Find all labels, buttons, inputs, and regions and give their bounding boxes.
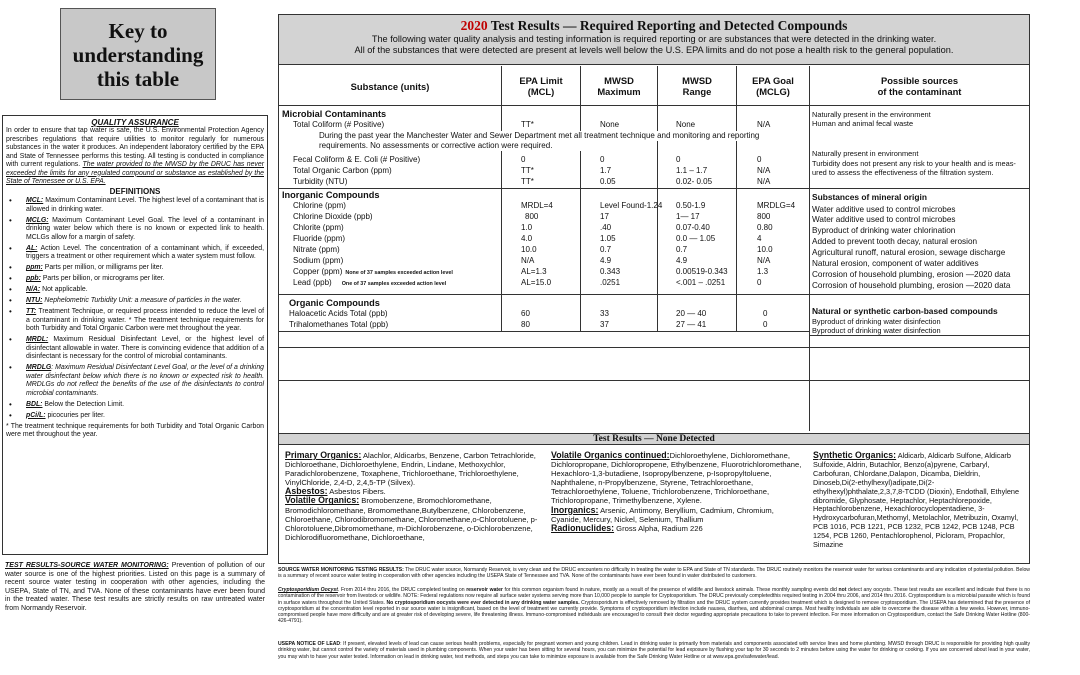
section-divider — [279, 188, 1029, 189]
source-inorganic-4: Added to prevent tooth decay, natural erosion — [812, 237, 978, 246]
key-title: Key to understanding this table — [72, 19, 204, 91]
row-trihalomethanes: Trihalomethanes Total (ppb) 80 37 27 — 41 0 — [289, 320, 768, 329]
qa-italic: The water provided to the MWSD by the DRUC has never exceeded the limits for any regulated compound or substance as established by the State of Tennessee or U.S. EPA. — [6, 161, 264, 185]
section-inorganic: Inorganic Compounds — [282, 190, 380, 200]
source-inorganic-1: Water additive used to control microbes — [812, 205, 956, 214]
table-header-row — [279, 66, 1029, 106]
note-source-water: SOURCE WATER MONITORING TESTING RESULTS: The DRUC water source, Normandy Reservoir, is very clean and the DRUC encounters no difficulty in treating the water to EPA and State of TN standards. The DRUC routinely monitors the reservoir water for various contaminants and any indication of potential pollution. Below is a summary of recent source water testing in cooperation with other agencies including the USEPA State of Tennessee and TVA. None of the contaminants have ever been found in water distributed to customers. — [278, 567, 1030, 580]
row-fluoride: Fluoride (ppm) 4.0 1.05 0.0 — 1.05 4 — [293, 234, 762, 243]
def-mcl: • MCL: Maximum Contaminant Level. The highest level of a contaminant that is allowed in drinking water. — [6, 197, 264, 214]
source-microbial-3: Naturally present in environment — [812, 149, 919, 158]
col-divider — [501, 66, 502, 331]
section-divider — [279, 331, 809, 332]
definitions-list — [6, 197, 264, 420]
def-na: • N/A: Not applicable. — [6, 286, 264, 295]
row-nitrate: Nitrate (ppm) 10.0 0.7 0.7 10.0 — [293, 245, 773, 254]
source-microbial-1: Naturally present in the environment — [812, 110, 931, 119]
none-detected-col-2: Volatile Organics continued:Dichloroethylene, Dichloromethane, Dichloropropane, Dichloropropene, Ethylbenzene, Fluorotrichloromethane, Hexachloro-1,3-butadiene, Isopropylbenzene, p-Isopropyltoluene, Naphthalene, n-Propylbenzene, Styrene, Tetrachloroethane, Tetrachloroethylene, Toluene, Trichlorobenzene, Trichloroethane, Trichloropropane, Trimethylbenzene, Xylene. Inorganics: Arsenic, Antimony, Beryllium, Cadmium, Chromium, Cyanide, Mercury, Nickel, Selenium, Thallium Radionuclides: Gross Alpha, Radium 226 — [551, 450, 802, 533]
section-organic: Organic Compounds — [289, 298, 380, 308]
def-mclg: • MCLG: Maximum Contaminant Level Goal. The level of a contaminant in drinking water below which there is no known or expected link to health. MCLGs allow for a margin of safety. — [6, 217, 264, 243]
def-ntu: • NTU: Nephelometric Turbidity Unit: a measure of particles in the water. — [6, 297, 264, 306]
row-total-coliform: Total Coliform (# Positive) TT* None None N/A — [293, 120, 771, 129]
monitoring-term: TEST RESULTS-SOURCE WATER MONITORING: — [5, 562, 169, 569]
table-subtitle-1: The following water quality analysis and testing information is required reporting or are substances that were detected in the drinking water. — [371, 34, 937, 44]
section-divider — [279, 380, 1029, 381]
section-divider — [279, 347, 1029, 348]
note-cryptosporidium: Cryptosporidium Oocyst. From 2014 thru 2016, the DRUC completed testing on reservoir water for this common organism found in nature, mostly as a result of the presence of wildlife and livestock animals. These monthly sampling events did not detect any oocysts. These test results are excellent and indicate that there is no contamination of the reservoir from livestock or wildlife. NOTE: Federal regulations now require all surface water systems serving more than 10,000 people to sample for Cryptosporidium. The DRUC previously completedthis required testing in 2004 thru 2006, and 2014 thru 2016. Cryptosporidium is a microbial parasite which is found in surface waters throughout the United States. No cryptosporidium oocysts were ever detected in any drinking water samples. Cryptosporidium is effectively removed by filtration and the DRUC system currently provides treatment which is designed to remove cryptosporidium. The USEPA has determined that the presence of cryptosporidium at the concentration level reported in our source water is insignificant, based on the level of treatment we currently provide. Symptoms of cryptosporidium infection include nausea, diarrhea, and abdominal cramps. Most healthy individuals are able to overcome the disease within a few weeks. However, immuno-compromised people have more difficulty and are at greater risk of developing severe, life threatening illness. Immuno-compromised individuals are encouraged to consult their doctor regarding appropriate precautions to take to prevent infection. For more information on Cryptosporidium, contact the Safe Drinking Water Hotline (800-426-4791). — [278, 587, 1031, 625]
title-text: Test Results — Required Reporting and Detected Compounds — [487, 18, 848, 33]
source-organic-2: Byproduct of drinking water disinfection — [812, 326, 941, 335]
row-turbidity: Turbidity (NTU) TT* 0.05 0.02- 0.05 N/A — [293, 177, 771, 186]
results-table — [278, 14, 1030, 564]
note-lead: USEPA NOTICE OF LEAD: If present, elevated levels of lead can cause serious health problems, especially for pregnant women and young children. Lead in drinking water is primarily from materials and components associated with service lines and home plumbing. MWSD through DRUC is responsible for providing high quality drinking water, but cannot control the variety of materials used in plumbing components. When your water has been sitting for several hours, you can minimize the potential for lead exposure by flushing your tap for 30 seconds to 2 minutes before using the water for drinking or cooking. If you are concerned about lead in your water, you may wish to have your water tested. Information on lead in drinking water, test methods, and steps you can take to minimize exposure is available from the Safe Drinking Water Hotline or at www.epa.gov/safewater/lead. — [278, 641, 1030, 660]
none-detected-col-1: Primary Organics: Alachlor, Aldicarbs, Benzene, Carbon Tetrachloride, Dichloroethane, Dichloroethylene, Endrin, Lindane, Methoxychlor, Paradichlorobenzene, Toxaphene, Trichloroethane, Trichloroethylene, VinylChloride, 2,4-D, 2,4,5-TP (Silvex). Asbestos: Asbestos Fibers. Volatile Organics: Bromobenzene, Bromochloromethane, Bromodichloromethane, Bromomethane,Butylbenzene, Chlorobenzene, Chloroethane, Chlorodibromomethane, Chloromethane,o-Chlorotoluene, p-Chlorotoluene,Dibromomethane, m-Dichlorobenzene, o-Dichlorobenzene, Dichlorodifluoromethane, Dichloroethane, — [285, 450, 538, 542]
qa-text — [6, 127, 264, 187]
source-organic-1: Byproduct of drinking water disinfection — [812, 317, 941, 326]
col-divider — [657, 66, 658, 331]
row-chlorine-dioxide: Chlorine Dioxide (ppb) 800 17 1— 17 800 — [293, 212, 771, 221]
definitions-title: DEFINITIONS — [109, 186, 161, 196]
source-microbial-4: Turbidity does not present any risk to your health and is meas- — [812, 159, 1016, 168]
col-divider — [736, 66, 737, 331]
definitions-footnote: * The treatment technique requirements for both Turbidity and Total Organic Carbon were met throughout the year. — [6, 422, 264, 438]
table-subtitle-2: All of the substances that were detected are present at levels well below the U.S. EPA limits and do not pose a health risk to the general population. — [354, 44, 954, 55]
source-monitoring-note — [2, 560, 268, 672]
microbial-note-2: requirements. No assessments or corrective action were required. — [319, 141, 619, 151]
header-sources: Possible sources of the contaminant — [877, 75, 962, 97]
source-inorganic-5: Agricultural runoff, natural erosion, sewage discharge — [812, 248, 1006, 257]
table-title-band — [279, 15, 1029, 65]
row-sodium: Sodium (ppm) N/A 4.9 4.9 N/A — [293, 256, 771, 265]
def-ppm: • ppm: Parts per million, or milligrams per liter. — [6, 264, 264, 273]
row-lead: Lead (ppb) One of 37 samples exceeded action level AL=15.0 .0251 <.001 – .0251 0 — [293, 278, 762, 287]
col-divider — [580, 66, 581, 331]
qa-body: In order to ensure that tap water is safe, the U.S. Environmental Protection Agency prescribes regulations that require utilities to monitor regularly for numerous substances in the water it produces. An independent laboratory certified by the EPA and State of Tennessee performs this testing. All testing is conducted in compliance with current regulations. — [6, 127, 264, 168]
key-title-box — [60, 8, 216, 100]
def-al: • AL: Action Level. The concentration of a contaminant which, if exceeded, triggers a treatment or other requirement which a water system must follow. — [6, 245, 264, 262]
row-total-organic-carbon: Total Organic Carbon (ppm) TT* 1.7 1.1 – 1.7 N/A — [293, 166, 771, 175]
qa-title: QUALITY ASSURANCE — [91, 118, 179, 127]
row-chlorite: Chlorite (ppm) 1.0 .40 0.07-0.40 0.80 — [293, 223, 773, 232]
title-year: 2020 — [460, 18, 488, 33]
source-inorganic-6: Natural erosion, component of water additives — [812, 259, 979, 268]
row-copper: Copper (ppm) None of 37 samples exceeded action level AL=1.3 0.343 0.00519-0.343 1.3 — [293, 267, 769, 276]
row-haloacetic-acids: Haloacetic Acids Total (ppb) 60 33 20 — 40 0 — [289, 309, 768, 318]
quality-assurance-box — [2, 115, 268, 555]
header-mwsd-max: MWSD Maximum — [597, 75, 641, 97]
def-mrdl: • MRDL: Maximum Residual Disinfectant Level, or the highest level of disinfectant allowable in water. There is convincing evidence that addition of a disinfectant is necessary for the control of microbial contaminants. — [6, 336, 264, 362]
source-inorganic-head: Substances of mineral origin — [812, 192, 927, 202]
def-ppb: • ppb: Parts per billion, or micrograms per liter. — [6, 275, 264, 284]
def-pcil: • pCi/L: picocuries per liter. — [6, 412, 264, 421]
source-microbial-5: ured to assess the effectiveness of the filtration system. — [812, 168, 994, 177]
none-detected-title: Test Results — None Detected — [279, 433, 1029, 445]
microbial-note-1: During the past year the Manchester Water and Sewer Department met all treatment technique and monitoring and reporting — [319, 131, 789, 141]
source-inorganic-8: Corrosion of household plumbing, erosion —2020 data — [812, 281, 1011, 290]
header-epa-limit: EPA Limit (MCL) — [519, 75, 563, 97]
source-inorganic-7: Corrosion of household plumbing, erosion —2020 data — [812, 270, 1011, 279]
monitoring-text: Prevention of pollution of our water source is one of the highest priorities. Listed on this page is a summary of recent source water testing in cooperation with other agencies, including the USEPA, State of TN, and TVA. None of these contaminants have ever been found in the treated water. These test results are strictly results on raw untreated water from Normandy Reservoir. — [5, 562, 265, 612]
row-chlorine: Chlorine (ppm) MRDL=4 Level Found-1.24 0.50-1.9 MRDLG=4 — [293, 201, 796, 210]
section-divider — [809, 335, 1029, 336]
section-divider — [279, 294, 1029, 295]
def-tt: • TT: Treatment Technique, or required process intended to reduce the level of a contaminant in drinking water. * The treatment technique requirements for both Turbidity and Total Organic Carbon were met throughout the year. — [6, 308, 264, 334]
table-title — [279, 18, 1029, 34]
source-inorganic-3: Byproduct of drinking water chlorination — [812, 226, 956, 235]
section-microbial: Microbial Contaminants — [282, 109, 387, 119]
header-substance: Substance (units) — [350, 80, 430, 92]
none-detected-col-3: Synthetic Organics: Aldicarb, Aldicarb Sulfone, Aldicarb Sulfoxide, Aldrin, Butachlor, Benzo(a)pyrene, Carbaryl, Carbofuran, Chlordane,Dalapon, Dicamba, Dieldrin, Dinoseb,Di(2-ethylhexyl)adipate,Di(2-ethylhexyl)phthalate,2,3,7,8-TCDD (Dioxin), Endothall, Ethylene dibromide, Glyphosate, Heptachlor, Heptachlorepoxide, Heptachlorobenzene, Hexachlorocyclopentadiene, 3-Hydroxycarbofuran,Methomyl, Metolachlor, Metribuzin, Oxamyl, PCB 1016, PCB 1221, PCB 1232, PCB 1242, PCB 1248, PCB 1254, PCB 1260, Pentachlorophenol, Picloram, Propachlor, Simazine — [813, 450, 1020, 550]
def-mrdlg: • MRDLG: Maximum Residual Disinfectant Level Goal, or the level of a drinking water disinfectant below which there is no known or expected risk to health. MRDLGs do not reflect the benefits of the use of the disinfectants to control microbial contaminants. — [6, 364, 264, 398]
def-bdl: • BDL: Below the Detection Limit. — [6, 401, 264, 410]
source-organic-head: Natural or synthetic carbon-based compounds — [812, 306, 998, 316]
header-mwsd-range: MWSD Range — [682, 75, 712, 97]
key-panel — [0, 0, 270, 675]
source-microbial-2: Human and animal fecal waste — [812, 119, 914, 128]
source-inorganic-2: Water additive used to control microbes — [812, 215, 956, 224]
row-fecal-coliform: Fecal Coliform & E. Coli (# Positive) 0 0 0 0 — [293, 155, 762, 164]
header-epa-goal: EPA Goal (MCLG) — [752, 75, 794, 97]
